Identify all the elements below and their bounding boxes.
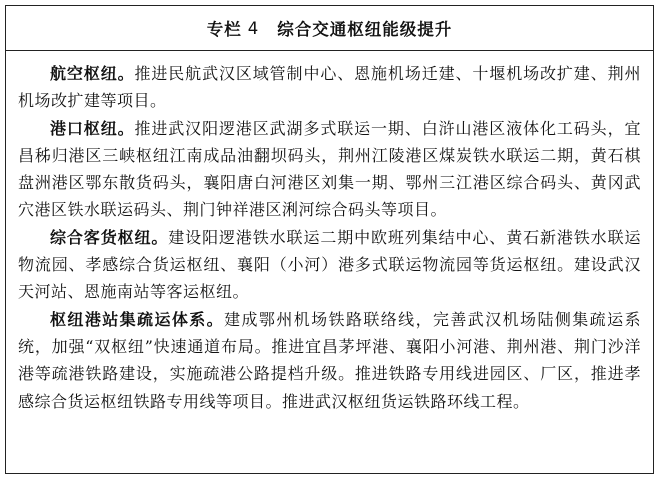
column-number: 4 [247,18,260,38]
column-content [6,51,653,415]
column-title [6,6,653,51]
column-title-text: 综合交通枢纽能级提升 [277,20,453,39]
paragraph-lead: 港口枢纽。 [50,118,135,138]
paragraph-passenger-freight-hub [18,224,641,306]
paragraph-body: 建设阳逻港铁水联运二期中欧班列集结中心、黄石新港铁水联运物流园、孝感综合货运枢纽、襄阳（小河）港多式联运物流园等货运枢纽。建设武汉天河站、恩施南站等客运枢纽。 [18,227,641,302]
paragraph-lead: 综合客货枢纽。 [50,227,169,247]
column-label: 专栏 [206,20,242,39]
paragraph-body: 推进民航武汉区域管制中心、恩施机场迁建、十堰机场改扩建、荆州机场改扩建等项目。 [18,64,641,111]
paragraph-body: 建成鄂州机场铁路联络线，完善武汉机场陆侧集疏运系统，加强“双枢纽”快速通道布局。推进宜昌茅坪港、襄阳小河港、荆州港、荆门沙洋港等疏港铁路建设，实施疏港公路提档升级。推进铁路专用线进园区、厂区，推进孝感综合货运枢纽铁路专用线等项目。推进武汉枢纽货运铁路环线工程。 [18,309,641,411]
paragraph-collection-distribution [18,306,641,415]
paragraph-port-hub [18,115,641,224]
paragraph-body: 推进武汉阳逻港区武湖多式联运一期、白浒山港区液体化工码头，宜昌秭归港区三峡枢纽江南成品油翻坝码头，荆州江陵港区煤炭铁水联运二期，黄石棋盘洲港区鄂东散货码头，襄阳唐白河港区刘集一期、鄂州三江港区综合码头、黄冈武穴港区铁水联运码头、荆门钟祥港区浰河综合码头等项目。 [18,118,641,220]
paragraph-lead: 航空枢纽。 [50,64,135,83]
special-column-box [5,5,654,474]
paragraph-lead: 枢纽港站集疏运体系。 [50,309,225,329]
paragraph-aviation-hub [18,60,641,115]
